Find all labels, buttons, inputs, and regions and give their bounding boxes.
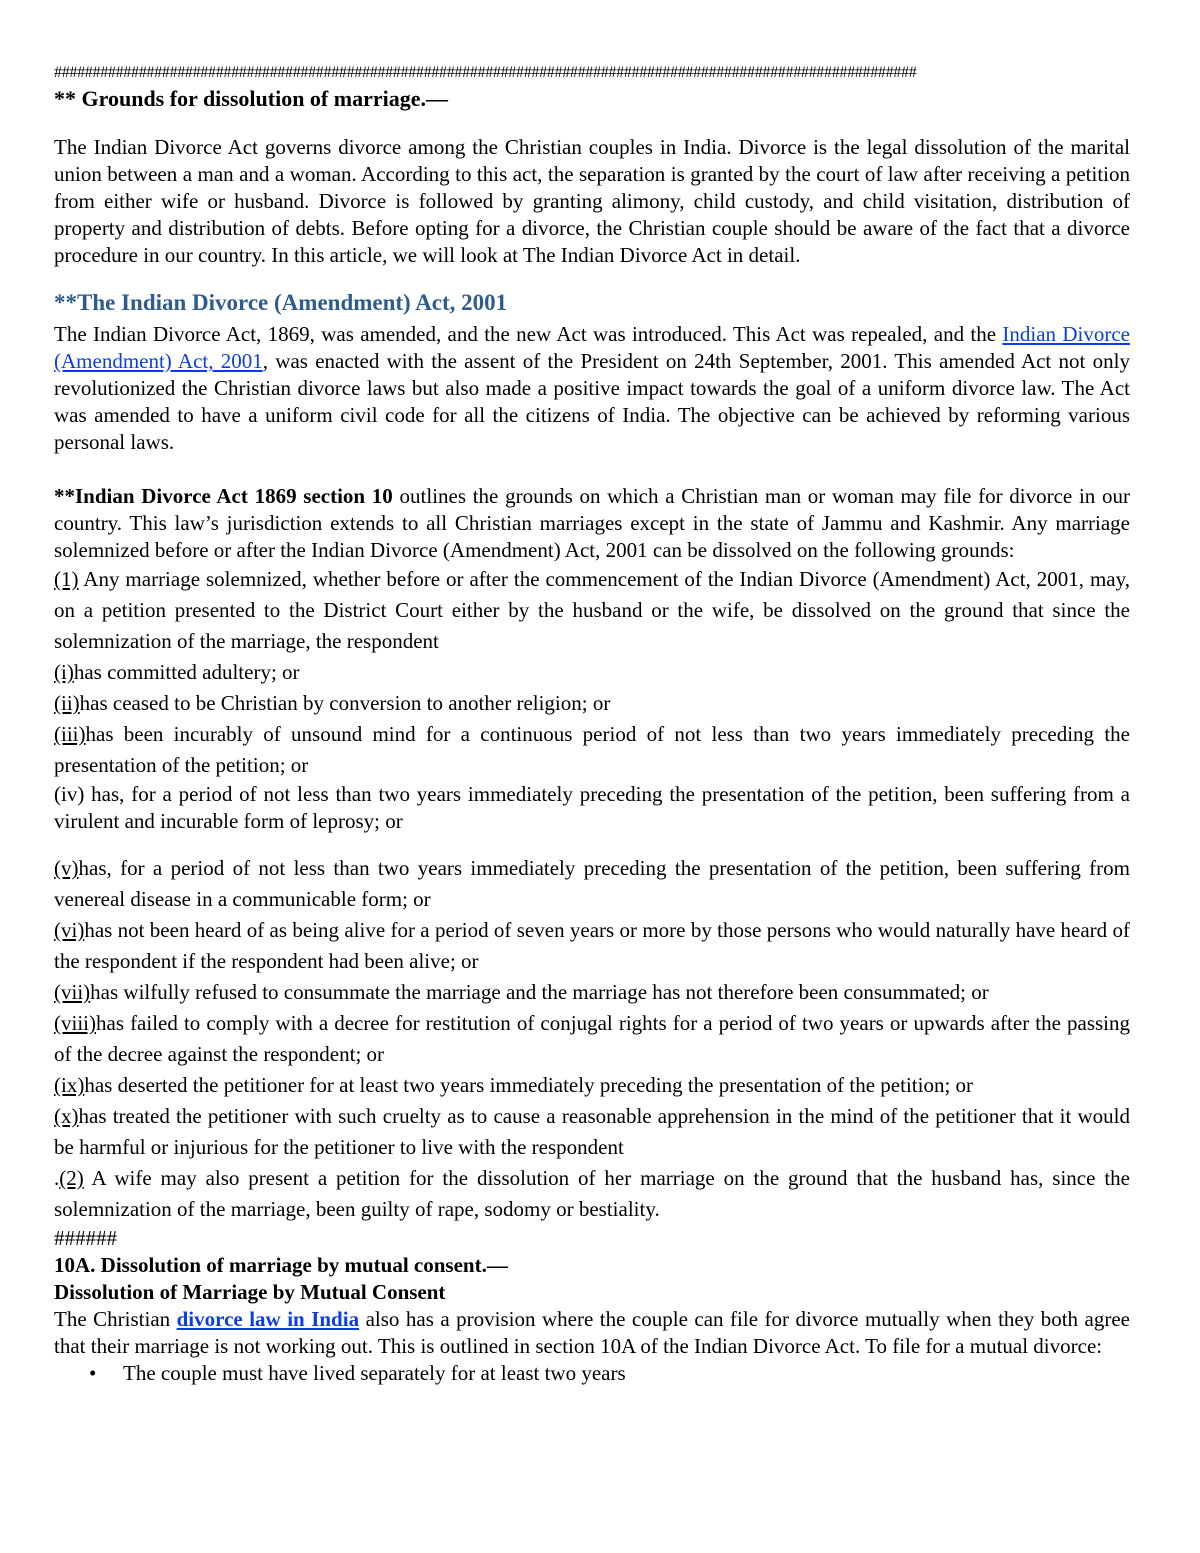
ground-item bbox=[54, 1070, 1130, 1101]
ground-number: (v) bbox=[54, 856, 79, 880]
ground-item bbox=[54, 781, 1130, 835]
ground-text: has been incurably of unsound mind for a continuous period of not less than two years immediately preceding the presentation of the petition; or bbox=[54, 722, 1130, 777]
list-item bbox=[89, 1360, 1130, 1387]
ground-number: (iii) bbox=[54, 722, 86, 746]
ground-number: (x) bbox=[54, 1104, 79, 1128]
ground-number: (ix) bbox=[54, 1073, 85, 1097]
ground-text: has, for a period of not less than two years immediately preceding the presentation of the petition, been suffering from venereal disease in a communicable form; or bbox=[54, 856, 1130, 911]
document-page bbox=[54, 62, 1130, 1387]
hash-divider: ################################################################################################################ bbox=[54, 64, 917, 81]
ground-item bbox=[54, 719, 1130, 781]
amendment-paragraph bbox=[54, 321, 1130, 456]
mutual-text-before: The Christian bbox=[54, 1307, 177, 1331]
ground-item bbox=[54, 853, 1130, 915]
amendment-act-link[interactable]: Indian Divorce (Amendment) Act, 2001 bbox=[54, 322, 1130, 373]
divorce-law-link[interactable]: divorce law in India bbox=[176, 1307, 360, 1331]
short-hash-divider: ###### bbox=[54, 1226, 117, 1250]
ground-number: (ii) bbox=[54, 691, 80, 715]
bullet-icon: • bbox=[89, 1361, 97, 1385]
ground-text: has not been heard of as being alive for a period of seven years or more by those persons who would naturally have heard of the respondent if the respondent had been alive; or bbox=[54, 918, 1130, 973]
amendment-text-before: The Indian Divorce Act, 1869, was amended, and the new Act was introduced. This Act was repealed, and the bbox=[54, 322, 1003, 346]
ground-number: (iv) bbox=[54, 782, 85, 806]
ground-text: has committed adultery; or bbox=[73, 660, 300, 684]
mutual-text-after: also has a provision where the couple can file for divorce mutually when they both agree that their marriage is not working out. This is outlined in section 10A of the Indian Divorce Act. To file for a mutual divorce: bbox=[54, 1307, 1130, 1358]
clause-2-text: A wife may also present a petition for the dissolution of her marriage on the ground that the husband has, since the solemnization of the marriage, been guilty of rape, sodomy or bestiality. bbox=[54, 1166, 1130, 1221]
amendment-text-after: , was enacted with the assent of the President on 24th September, 2001. This amended Act not only revolutionized the Christian divorce laws but also made a positive impact towards the goal of a uniform divorce law. The Act was amended to have a uniform civil code for all the citizens of India. The objective can be achieved by reforming various personal laws. bbox=[54, 349, 1130, 454]
intro-paragraph: The Indian Divorce Act governs divorce among the Christian couples in India. Divorce is the legal dissolution of the marital union between a man and a woman. According to this act, the separation is granted by the court of law after receiving a petition from either wife or husband. Divorce is followed by granting alimony, child custody, and child visitation, distribution of property and distribution of debts. Before opting for a divorce, the Christian couple should be aware of the fact that a divorce procedure in our country. In this article, we will look at The Indian Divorce Act in detail. bbox=[54, 135, 1130, 267]
ground-number: (i) bbox=[54, 660, 74, 684]
ground-text: has treated the petitioner with such cruelty as to cause a reasonable apprehension in the mind of the petitioner that it would be harmful or injurious for the petitioner to live with the respondent bbox=[54, 1104, 1130, 1159]
ground-text: has wilfully refused to consummate the marriage and the marriage has not therefore been consummated; or bbox=[90, 980, 989, 1004]
ground-item bbox=[54, 915, 1130, 977]
mutual-requirements-list bbox=[54, 1360, 1130, 1387]
clause-2 bbox=[54, 1163, 1130, 1225]
ground-item bbox=[54, 1008, 1130, 1070]
ground-item bbox=[54, 688, 1130, 719]
clause-1-text: Any marriage solemnized, whether before or after the commencement of the Indian Divorce (Amendment) Act, 2001, may, on a petition presented to the District Court either by the husband or the wife, be dissolved on the ground that since the solemnization of the marriage, the respondent bbox=[54, 567, 1130, 653]
ground-text: has ceased to be Christian by conversion to another religion; or bbox=[79, 691, 611, 715]
ground-text: has deserted the petitioner for at least two years immediately preceding the presentation of the petition; or bbox=[84, 1073, 974, 1097]
ground-number: (vii) bbox=[54, 980, 91, 1004]
ground-item bbox=[54, 1101, 1130, 1163]
section10-paragraph bbox=[54, 483, 1130, 564]
grounds-list bbox=[54, 564, 1130, 1225]
grounds-heading: ** Grounds for dissolution of marriage.— bbox=[54, 86, 448, 111]
ground-item bbox=[54, 657, 1130, 688]
ground-item bbox=[54, 977, 1130, 1008]
ground-number: (vi) bbox=[54, 918, 85, 942]
clause-2-number: (2) bbox=[59, 1166, 84, 1190]
section10a-heading: 10A. Dissolution of marriage by mutual consent.— bbox=[54, 1253, 508, 1277]
amendment-heading: **The Indian Divorce (Amendment) Act, 2001 bbox=[54, 290, 508, 315]
ground-number: (viii) bbox=[54, 1011, 96, 1035]
mutual-consent-heading: Dissolution of Marriage by Mutual Consent bbox=[54, 1280, 446, 1304]
clause-1 bbox=[54, 564, 1130, 657]
mutual-consent-paragraph bbox=[54, 1306, 1130, 1360]
clause-2-prefix: . bbox=[54, 1166, 60, 1190]
ground-text: has, for a period of not less than two years immediately preceding the presentation of the petition, been suffering from a virulent and incurable form of leprosy; or bbox=[54, 782, 1130, 833]
section10-text: outlines the grounds on which a Christian man or woman may file for divorce in our country. This law’s jurisdiction extends to all Christian marriages except in the state of Jammu and Kashmir. Any marriage solemnized before or after the Indian Divorce (Amendment) Act, 2001 can be dissolved on the following grounds: bbox=[54, 484, 1130, 562]
section10-bold-label: **Indian Divorce Act 1869 section 10 bbox=[54, 484, 393, 508]
clause-1-number: (1) bbox=[54, 567, 79, 591]
ground-text: has failed to comply with a decree for restitution of conjugal rights for a period of two years or upwards after the passing of the decree against the respondent; or bbox=[54, 1011, 1130, 1066]
list-item-text: The couple must have lived separately for at least two years bbox=[123, 1361, 626, 1385]
